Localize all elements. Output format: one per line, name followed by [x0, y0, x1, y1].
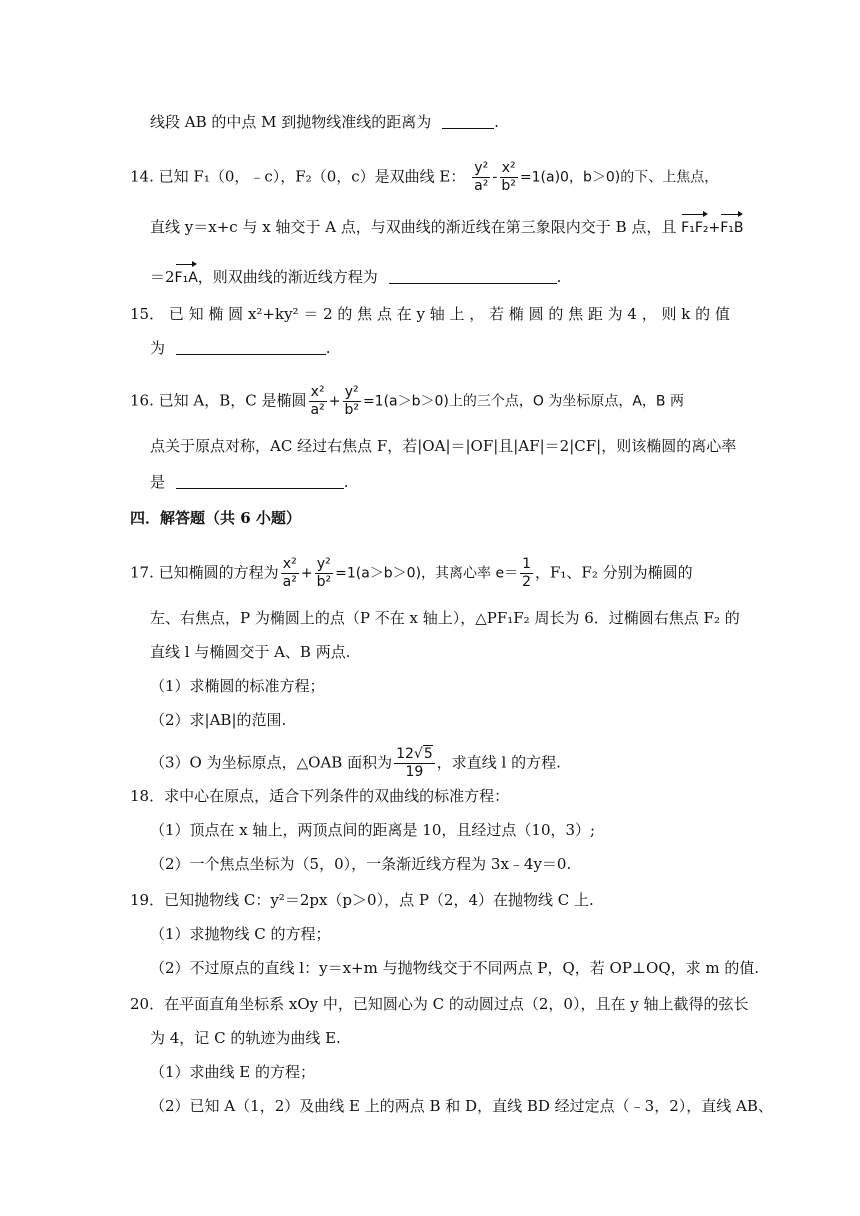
q14-text-a: 已知 F₁（0，﹣c），F₂（0，c）是双曲线 E：	[158, 167, 466, 186]
frac-num: y²	[474, 160, 489, 176]
q20-line-1: 20．在平面直角坐标系 xOy 中，已知圆心为 C 的动圆过点（2，0），且在 y 轴上截得的弦长	[130, 995, 749, 1013]
frac-den: b²	[316, 574, 332, 590]
minus-sign: -	[492, 169, 498, 186]
q17-text-line2: 左、右焦点，P 为椭圆上的点（P 不在 x 轴上），△PF₁F₂ 周长为 6．过椭圆右焦点 F₂ 的	[150, 609, 740, 627]
period: .	[494, 113, 499, 131]
plus-sign: +	[708, 220, 721, 236]
fraction-y2-b2	[315, 556, 334, 591]
frac-den: 19	[405, 764, 424, 780]
q14-line-2	[150, 212, 744, 238]
q15-text: 已 知 椭 圆 x²+ky² ＝ 2 的 焦 点 在 y 轴 上 ， 若 椭 圆 的 焦 距 为 4 ， 则 k 的 值	[168, 305, 730, 323]
q14-text-b: =1(a)0，b＞0)的下、上焦点，	[519, 169, 719, 186]
frac-den: a²	[310, 402, 325, 418]
answer-blank-13	[442, 114, 494, 129]
frac-den: 2	[522, 574, 532, 590]
section-heading: 四．解答题（共 6 小题）	[130, 509, 301, 527]
q17-line-1	[130, 556, 693, 591]
frac-num: x²	[501, 160, 516, 176]
q17-part-2: （2）求|AB|的范围.	[150, 711, 287, 729]
frac-den: a²	[474, 178, 489, 194]
frac-den: b²	[501, 178, 516, 194]
q14-line-1	[130, 160, 718, 195]
q18-part-2: （2）一个焦点坐标为（5，0），一条渐近线方程为 3x﹣4y＝0.	[150, 855, 572, 873]
q17-line-3	[150, 642, 351, 662]
q16-text-a: 已知 A，B，C 是椭圆	[158, 391, 307, 410]
q18-line-1: 18．求中心在原点，适合下列条件的双曲线的标准方程：	[130, 787, 510, 805]
q19-part-2: （2）不过原点的直线 l：y＝x+m 与抛物线交于不同两点 P，Q，若 OP⊥OQ，求 m 的值.	[150, 959, 760, 977]
frac-num: y²	[344, 384, 359, 400]
vector-f1a: F₁A	[175, 262, 198, 288]
q15-line-2	[150, 338, 331, 358]
q17-text-c: ，F₁、F₂ 分别为椭圆的	[535, 563, 693, 582]
vector-f1f2: F₁F₂	[681, 212, 708, 238]
q13-text: 线段 AB 的中点 M 到抛物线准线的距离为	[150, 113, 432, 131]
fraction-x2-a2	[281, 556, 299, 591]
q17-p3-text-b: ，求直线 l 的方程.	[436, 753, 561, 772]
q17-line-2	[150, 608, 740, 628]
q16-line-1	[130, 384, 684, 419]
q14-text-line2: 直线 y＝x+c 与 x 轴交于 A 点，与双曲线的渐近线在第三象限内交于 B 点，且	[150, 218, 677, 236]
q17-part-1: （1）求椭圆的标准方程；	[150, 677, 325, 695]
period: .	[325, 339, 331, 357]
plus-sign: +	[328, 393, 341, 410]
q17-part-3	[150, 746, 561, 781]
fraction-area	[394, 746, 435, 781]
frac-num: 12√5	[396, 746, 433, 762]
q15-line-1	[130, 304, 730, 324]
q20-line-2: 为 4，记 C 的轨迹为曲线 E.	[150, 1029, 341, 1047]
q16-text-line3: 是	[150, 473, 166, 491]
frac-num: 1	[522, 556, 532, 572]
q16-text-line2: 点关于原点对称，AC 经过右焦点 F，若|OA|＝|OF|且|AF|＝2|CF|，则该椭圆的离心率	[150, 437, 737, 455]
frac-num: y²	[316, 556, 331, 572]
q17-text-a: 已知椭圆的方程为	[158, 563, 279, 582]
q14-number: 14.	[130, 167, 154, 186]
answer-blank-15	[176, 340, 326, 355]
fraction-one-half	[520, 556, 533, 591]
q17-text-b: =1(a＞b＞0)，其离心率 e＝	[335, 565, 519, 582]
frac-num-radicand: 5	[423, 746, 433, 762]
frac-num: x²	[310, 384, 325, 400]
q15-text-line2: 为	[150, 339, 166, 357]
answer-blank-16	[176, 474, 344, 489]
q17-p3-text-a: （3）O 为坐标原点，△OAB 面积为	[150, 753, 393, 772]
fraction-x2-b2	[499, 160, 518, 195]
q20-part-2: （2）已知 A（1，2）及曲线 E 上的两点 B 和 D，直线 BD 经过定点（﹣3，2），直线 AB、	[150, 1097, 773, 1115]
q19-line-1: 19．已知抛物线 C：y²＝2px（p＞0），点 P（2，4）在抛物线 C 上.	[130, 891, 594, 909]
q13-tail-line	[150, 112, 499, 132]
answer-blank-14	[389, 269, 557, 284]
frac-den: a²	[282, 574, 297, 590]
q20-part-1: （1）求曲线 E 的方程；	[150, 1063, 316, 1081]
fraction-x2-a2	[309, 384, 327, 419]
period: .	[556, 268, 562, 286]
q16-line-3	[150, 472, 349, 492]
fraction-y2-a2	[472, 160, 490, 195]
q14-text-line3: ，则双曲线的渐近线方程为	[197, 268, 378, 286]
frac-den: b²	[344, 402, 359, 418]
vector-f1b: F₁B	[720, 212, 743, 238]
q16-line-2	[150, 436, 736, 456]
q17-number: 17.	[130, 563, 154, 582]
q15-number: 15．	[130, 305, 165, 323]
fraction-y2-b2	[342, 384, 361, 419]
q14-line-3	[150, 262, 561, 288]
q17-text-line3: 直线 l 与椭圆交于 A、B 两点.	[150, 643, 351, 661]
q19-part-1: （1）求抛物线 C 的方程；	[150, 925, 331, 943]
equals-two: ＝2	[150, 268, 175, 286]
frac-num: x²	[282, 556, 297, 572]
q16-text-b: =1(a＞b＞0)上的三个点，O 为坐标原点，A，B 两	[362, 393, 684, 410]
frac-num-coef: 12	[396, 746, 414, 762]
plus-sign: +	[300, 565, 313, 582]
period: .	[343, 473, 349, 491]
q16-number: 16.	[130, 391, 154, 410]
q18-part-1: （1）顶点在 x 轴上，两顶点间的距离是 10，且经过点（10，3）;	[150, 821, 596, 839]
